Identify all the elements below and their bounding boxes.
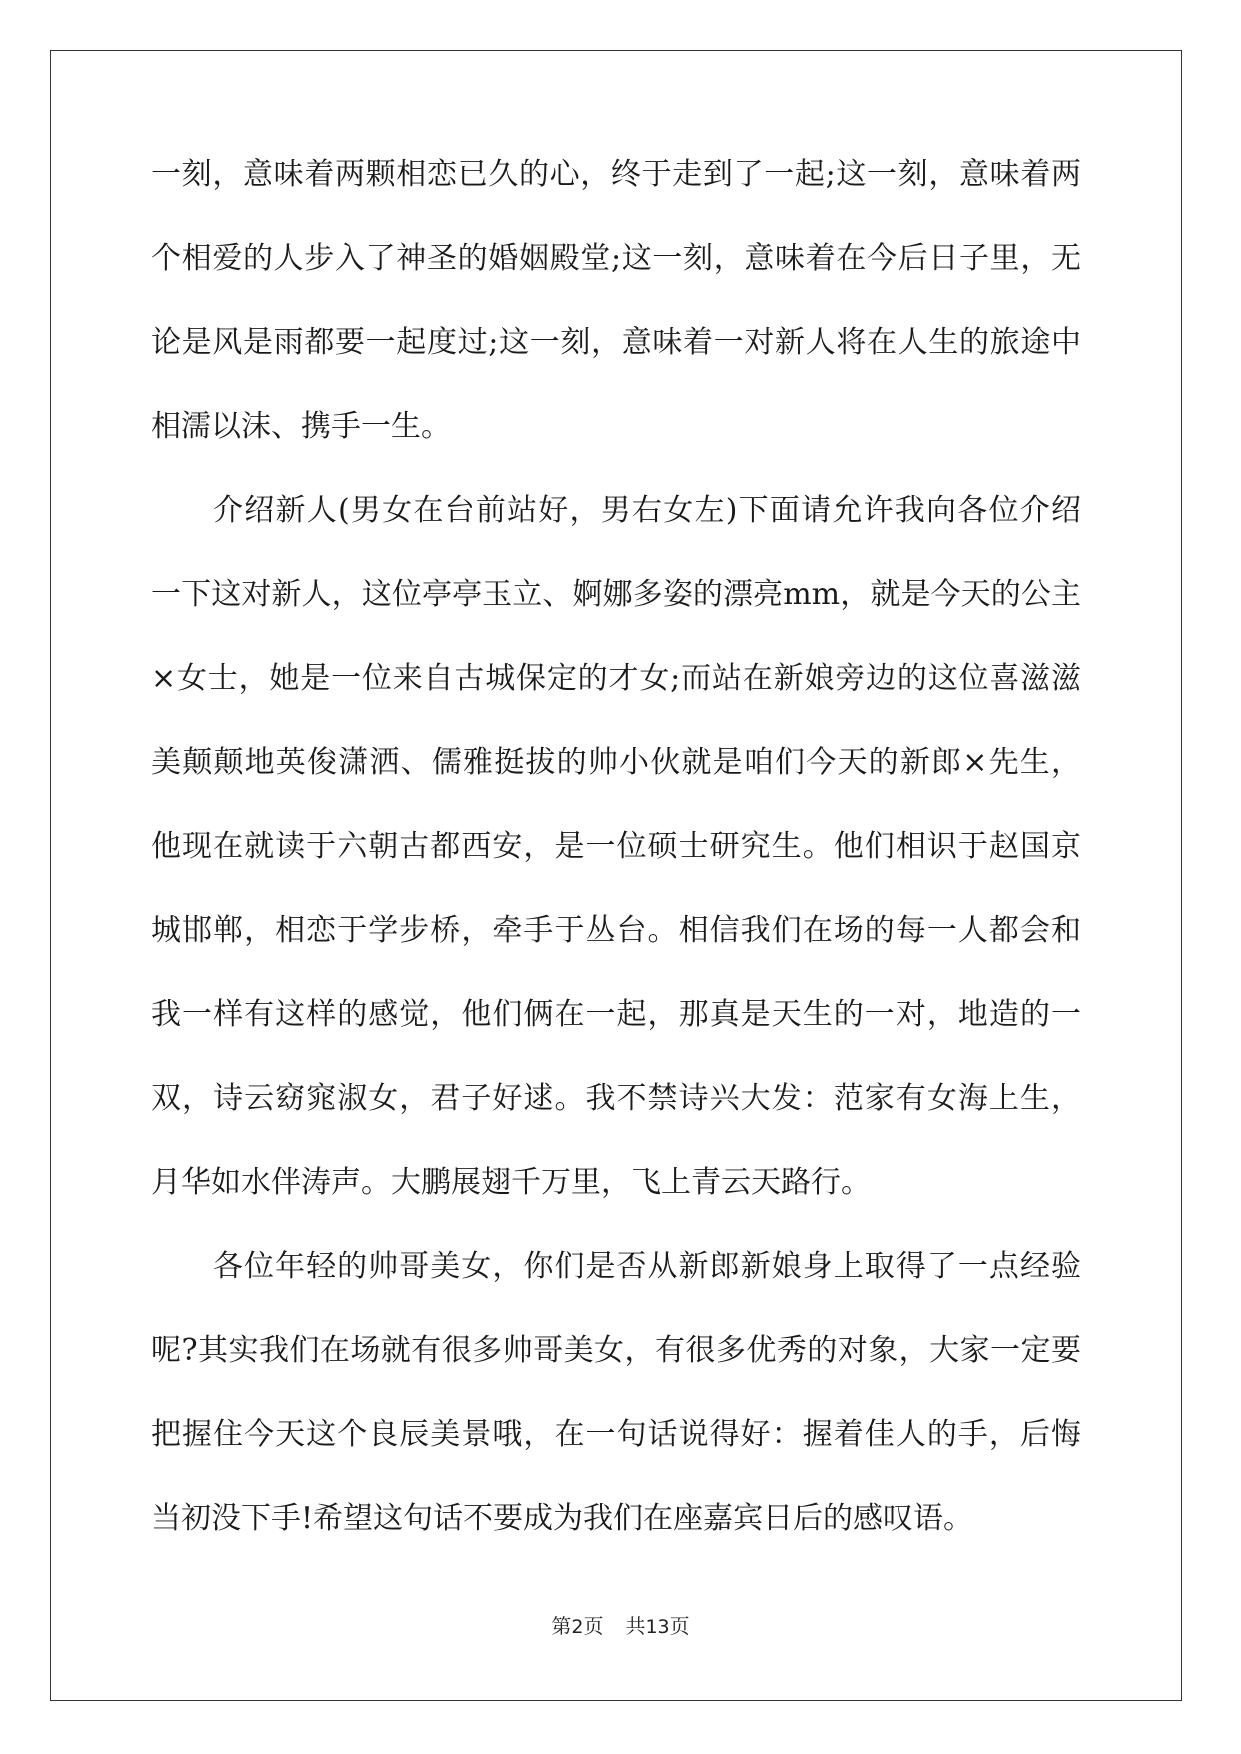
total-label-prefix: 共 [625, 1614, 646, 1638]
text-line: 一刻，意味着两颗相恋已久的心，终于走到了一起;这一刻，意味着两 [151, 157, 1081, 192]
total-label-suffix: 页 [669, 1614, 690, 1638]
text-line: 介绍新人(男女在台前站好，男右女左)下面请允许我向各位介绍 [213, 493, 1081, 528]
text-line: 我一样有这样的感觉，他们俩在一起，那真是天生的一对，地造的一 [151, 997, 1081, 1032]
text-line: 他现在就读于六朝古都西安，是一位硕士研究生。他们相识于赵国京 [151, 829, 1081, 864]
text-line: 一下这对新人，这位亭亭玉立、婀娜多姿的漂亮mm，就是今天的公主 [151, 577, 1081, 612]
text-line: 当初没下手!希望这句话不要成为我们在座嘉宾日后的感叹语。 [151, 1501, 974, 1536]
page-footer [0, 1614, 1241, 1639]
text-line: 呢?其实我们在场就有很多帅哥美女，有很多优秀的对象，大家一定要 [151, 1333, 1081, 1368]
total-pages: 13 [645, 1616, 670, 1638]
document-body [151, 155, 1081, 1583]
text-line: 个相爱的人步入了神圣的婚姻殿堂;这一刻，意味着在今后日子里，无 [151, 241, 1081, 276]
text-line: 城邯郸，相恋于学步桥，牵手于丛台。相信我们在场的每一人都会和 [151, 913, 1081, 948]
text-line: 相濡以沫、携手一生。 [151, 409, 451, 444]
page-label-prefix: 第 [551, 1614, 572, 1638]
page-label-suffix: 页 [583, 1614, 604, 1638]
text-line: 双，诗云窈窕淑女，君子好逑。我不禁诗兴大发：范家有女海上生， [151, 1081, 1081, 1116]
page-number: 2 [571, 1616, 584, 1638]
text-line: 月华如水伴涛声。大鹏展翅千万里，飞上青云天路行。 [151, 1165, 871, 1200]
text-line: 美颠颠地英俊潇洒、儒雅挺拔的帅小伙就是咱们今天的新郎×先生， [151, 745, 1081, 780]
text-line: 论是风是雨都要一起度过;这一刻，意味着一对新人将在人生的旅途中 [151, 325, 1081, 360]
text-line: 各位年轻的帅哥美女，你们是否从新郎新娘身上取得了一点经验 [213, 1249, 1081, 1284]
text-line: ×女士，她是一位来自古城保定的才女;而站在新娘旁边的这位喜滋滋 [151, 661, 1081, 696]
text-line: 把握住今天这个良辰美景哦，在一句话说得好：握着佳人的手，后悔 [151, 1417, 1081, 1452]
